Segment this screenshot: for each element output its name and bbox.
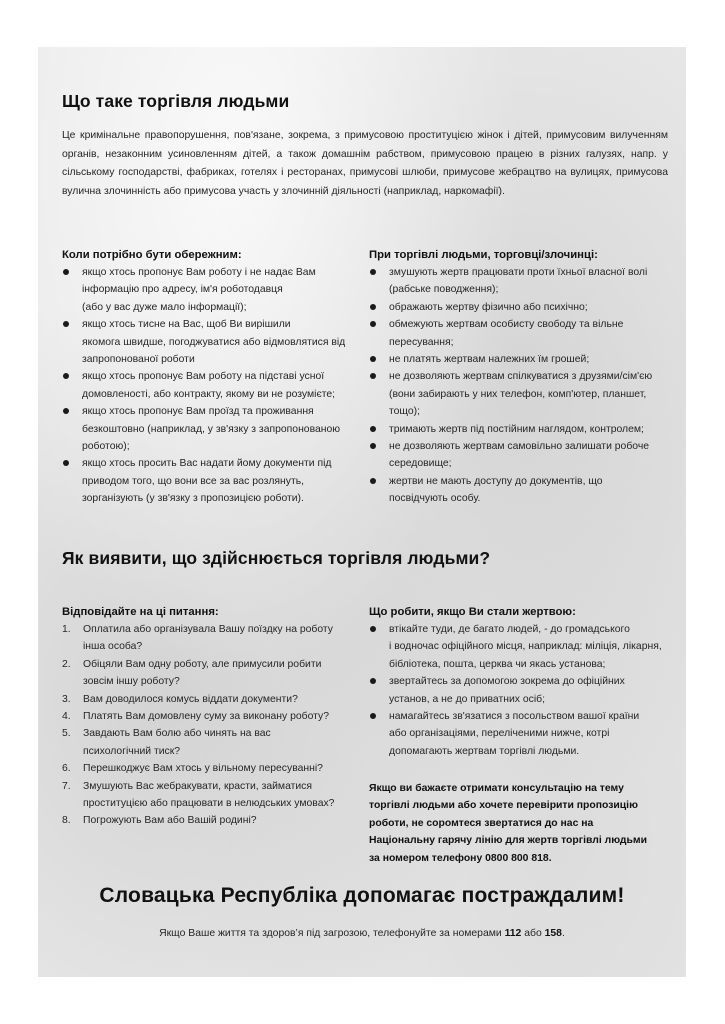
list-item [62, 368, 352, 403]
bullet-icon [63, 321, 69, 327]
line-text: зорганізують (у зв'язку з пропозицією роботи). [82, 493, 304, 505]
emergency-number-158: 158 [544, 928, 562, 939]
section-title-what-is: Що таке торгівля людьми [62, 91, 290, 111]
line-text: роботи, не соромтеся звертатися до нас на [369, 817, 594, 829]
line-text: Національну гарячу лінію для жертв торгівлі людьми [369, 835, 647, 847]
caution-column [62, 249, 352, 508]
line-text: якщо хтось пропонує Вам проїзд та проживання [82, 406, 314, 418]
question-number: 6. [62, 763, 71, 775]
line-text: допомагають жертвам торгівлі людьми. [389, 745, 580, 757]
question-number: 3. [62, 693, 71, 705]
list-item [369, 351, 669, 368]
emergency-note [38, 928, 686, 939]
question-number: 7. [62, 780, 71, 792]
bullet-icon [63, 460, 69, 466]
line-text: не платять жертвам належних їм грошей; [389, 354, 590, 366]
question-number: 1. [62, 624, 71, 635]
section-title-how-to-detect: Як виявити, що здійснюється торгівля людьми? [62, 548, 491, 568]
bullet-icon [370, 321, 376, 327]
emergency-text: Якщо Ваше життя та здоров’я під загрозою, телефонуйте за номерами [159, 928, 505, 939]
line-text: роботою); [82, 441, 130, 453]
line-text: (вони забирають у них телефон, комп'ютер, планшет, [389, 388, 647, 400]
line-text: за номером телефону 0800 800 818. [369, 852, 552, 864]
line-text: не дозволяють жертвам спілкуватися з друзями/сім'єю [389, 371, 653, 383]
list-item [369, 438, 669, 473]
line-text: Погрожують Вам або Вашій родині? [83, 815, 257, 827]
question-number: 2. [62, 658, 71, 670]
line-text: Платять Вам домовлену суму за виконану роботу? [83, 711, 330, 723]
line-text: якщо хтось пропонує Вам роботу на підставі усної [82, 371, 325, 383]
victim-list [369, 621, 669, 760]
line-text: домовленості, або контракту, якому ви не розумієте; [82, 388, 336, 400]
question-number: 4. [62, 711, 71, 723]
line-text: (рабське поводження); [389, 284, 499, 296]
bullet-icon [63, 408, 69, 414]
line-text: інша особа? [83, 641, 143, 653]
list-item [369, 708, 669, 760]
emergency-text-end: . [561, 928, 565, 939]
bullet-icon [370, 269, 376, 275]
bullet-icon [370, 356, 376, 362]
traffickers-column [369, 249, 669, 508]
intro-paragraph: Це кримінальне правопорушення, пов'язане, зокрема, з примусовою проституцією жінок і дітей, примусовим вилученням органів, незаконним усиновленням дітей, а також домашнім рабством, примусовою працею в різних галузях, напр. у сільському господарстві, фабриках, готелях і ресторанах, примусові шлюби, примусове жебрацтво на вулицях, примусова вулична злочинність або примусова участь у злочинній діяльності (наприклад, наркомафії). [62, 130, 668, 197]
line-text: психологічний тиск? [83, 745, 181, 757]
line-text: проституцією або працювати в нелюдських умовах? [83, 798, 335, 810]
line-text: втікайте туди, де багато людей, - до громадського [389, 624, 630, 635]
headline: Словацька Республіка допомагає постраждалим! [99, 884, 625, 907]
list-item [62, 455, 352, 507]
line-text: безкоштовно (наприклад, у зв'язку з запропонованою [82, 423, 341, 435]
list-item [62, 316, 352, 368]
line-text: намагайтесь зв'язатися з посольством вашої країни [389, 711, 640, 723]
question-item [62, 760, 357, 777]
line-text: якомога швидше, погоджуватися або відмовлятися від [82, 336, 346, 348]
list-item [369, 473, 669, 508]
line-text: (або у вас дуже мало інформації); [82, 301, 247, 313]
bullet-icon [370, 626, 376, 632]
line-text: жертви не мають доступу до документів, що [389, 475, 603, 487]
victim-title: Що робити, якщо Ви стали жертвою: [369, 606, 576, 618]
question-item [62, 621, 357, 656]
questions-title: Відповідайте на ці питання: [62, 606, 219, 618]
emergency-text-or: або [521, 928, 545, 939]
line-text: звертайтесь за допомогою зокрема до офіційних [389, 676, 625, 688]
questions-list [62, 621, 357, 830]
bullet-icon [370, 426, 376, 432]
list-item [369, 673, 669, 708]
line-text: обмежують жертвам особисту свободу та вільне [389, 319, 624, 331]
caution-list [62, 264, 352, 508]
list-item [369, 621, 669, 673]
line-text: середовище; [389, 458, 452, 470]
line-text: якщо хтось тисне на Вас, щоб Ви вирішили [82, 319, 291, 331]
line-text: Оплатила або організувала Вашу поїздку на роботу [83, 624, 334, 635]
question-item [62, 778, 357, 813]
line-text: інформацію про адресу, ім'я роботодавця [82, 284, 283, 296]
line-text: Завдають Вам болю або чинять на вас [83, 728, 271, 740]
line-text: Якщо ви бажаєте отримати консультацію на тему [369, 783, 624, 794]
question-item [62, 691, 357, 708]
question-number: 8. [62, 815, 71, 827]
line-text: Змушують Вас жебракувати, красти, займатися [83, 780, 313, 792]
list-item [369, 421, 669, 438]
line-text: запропонованої роботи [82, 354, 195, 366]
bullet-icon [63, 269, 69, 275]
question-item [62, 656, 357, 691]
line-text: тощо); [389, 406, 420, 418]
question-item [62, 708, 357, 725]
line-text: приводом того, що вони все за вас розлянуть, [82, 475, 305, 487]
victim-column [369, 606, 669, 760]
line-text: не дозволяють жертвам самовільно залишати робоче [389, 441, 650, 453]
line-text: торгівлі людьми або хочете перевірити пропозицію [369, 800, 638, 812]
hotline-text [369, 780, 669, 867]
line-text: установ, а не до приватних осіб; [389, 693, 545, 705]
line-text: бібліотека, пошта, церква чи якась установа; [389, 658, 606, 670]
bullet-icon [63, 373, 69, 379]
question-item [62, 725, 357, 760]
list-item [369, 316, 669, 351]
line-text: якщо хтось просить Вас надати йому документи під [82, 458, 332, 470]
line-text: Перешкоджує Вам хтось у вільному пересуванні? [83, 763, 323, 775]
questions-column [62, 606, 357, 830]
bullet-icon [370, 304, 376, 310]
line-text: змушують жертв працювати проти їхньої власної волі [389, 267, 648, 278]
list-item [369, 264, 669, 299]
bullet-icon [370, 373, 376, 379]
line-text: пересування; [389, 336, 454, 348]
traffickers-list [369, 264, 669, 508]
list-item [369, 299, 669, 316]
bullet-icon [370, 713, 376, 719]
question-number: 5. [62, 728, 71, 740]
list-item [369, 368, 669, 420]
list-item [62, 264, 352, 316]
line-text: Обіцяли Вам одну роботу, але примусили робити [83, 658, 322, 670]
list-item [62, 403, 352, 455]
bullet-icon [370, 443, 376, 449]
line-text: зовсім іншу роботу? [83, 676, 180, 688]
line-text: або організаціями, переліченими нижче, котрі [389, 728, 610, 740]
line-text: і водночас офіційного місця, наприклад: міліція, лікарня, [389, 641, 662, 653]
line-text: якщо хтось пропонує Вам роботу і не надає Вам [82, 267, 316, 278]
traffickers-title: При торгівлі людьми, торговці/злочинці: [369, 249, 598, 261]
line-text: посвідчують особу. [389, 493, 481, 505]
bullet-icon [370, 478, 376, 484]
line-text: тримають жертв під постійним наглядом, контролем; [389, 423, 644, 435]
emergency-number-112: 112 [504, 928, 522, 939]
caution-title: Коли потрібно бути обережним: [62, 249, 242, 261]
line-text: ображають жертву фізично або психічно; [389, 301, 588, 313]
question-item [62, 812, 357, 829]
line-text: Вам доводилося комусь віддати документи? [83, 693, 298, 705]
bullet-icon [370, 678, 376, 684]
